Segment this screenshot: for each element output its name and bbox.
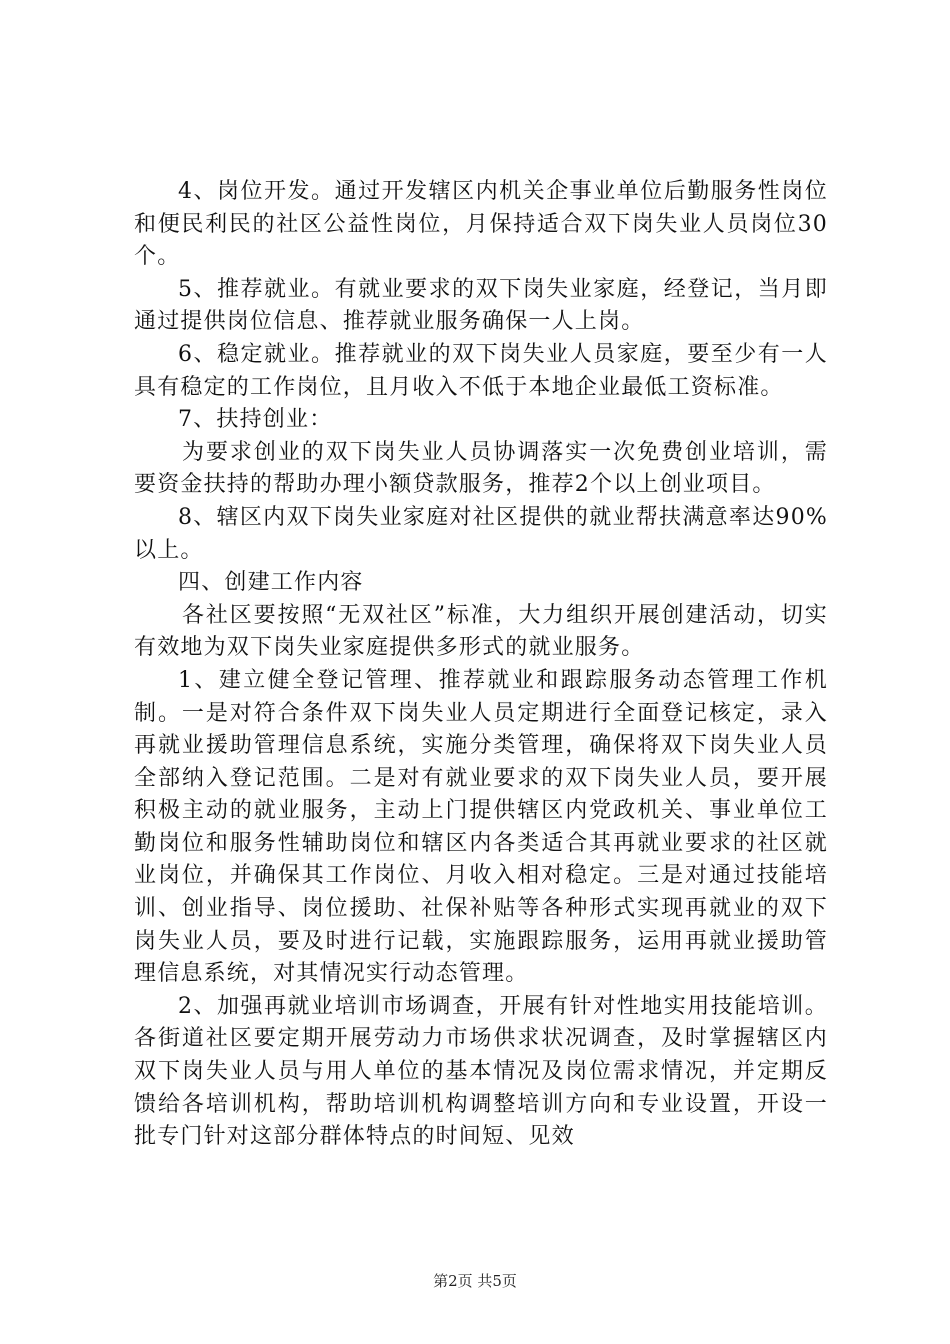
section-heading-work-content: 四、创建工作内容 — [178, 570, 364, 596]
paragraph-training-market-survey: 2、加强再就业培训市场调查，开展有针对性地实用技能培训。各街道社区要定期开展劳动力市场供求状况调查，及时掌握辖区内双下岗失业人员与用人单位的基本情况及岗位需求情况，并定期反馈给各培训机构，帮助培训机构调整培训方向和专业设置，开设一批专门针对这部分群体特点的时间短、见效 — [134, 993, 828, 1150]
paragraph-support-entrepreneurship-body: 为要求创业的双下岗失业人员协调落实一次免费创业培训，需要资金扶持的帮助办理小额贷款服务，推荐2个以上创业项目。 — [134, 439, 828, 498]
paragraph-recommend-employment: 5、推荐就业。有就业要求的双下岗失业家庭，经登记，当月即通过提供岗位信息、推荐就业服务确保一人上岗。 — [134, 276, 828, 335]
paragraph-job-development: 4、岗位开发。通过开发辖区内机关企事业单位后勤服务性岗位和便民利民的社区公益性岗位，月保持适合双下岗失业人员岗位30个。 — [134, 179, 828, 270]
paragraph-stable-employment: 6、稳定就业。推荐就业的双下岗失业人员家庭，要至少有一人具有稳定的工作岗位，且月收入不低于本地企业最低工资标准。 — [134, 341, 828, 400]
paragraph-section-intro: 各社区要按照“无双社区”标准，大力组织开展创建活动，切实有效地为双下岗失业家庭提供多形式的就业服务。 — [134, 602, 828, 661]
paragraph-support-entrepreneurship-heading: 7、扶持创业： — [178, 407, 333, 433]
paragraph-satisfaction-rate: 8、辖区内双下岗失业家庭对社区提供的就业帮扶满意率达90%以上。 — [134, 504, 828, 563]
paragraph-management-mechanism: 1、建立健全登记管理、推荐就业和跟踪服务动态管理工作机制。一是对符合条件双下岗失业人员定期进行全面登记核定，录入再就业援助管理信息系统，实施分类管理，确保将双下岗失业人员全部纳入登记范围。二是对有就业要求的双下岗失业人员，要开展积极主动的就业服务，主动上门提供辖区内党政机关、事业单位工勤岗位和服务性辅助岗位和辖区内各类适合其再就业要求的社区就业岗位，并确保其工作岗位、月收入相对稳定。三是对通过技能培训、创业指导、岗位援助、社保补贴等各种形式实现再就业的双下岗失业人员，要及时进行记载，实施跟踪服务，运用再就业援助管理信息系统，对其情况实行动态管理。 — [134, 667, 828, 987]
document-body — [134, 176, 828, 1154]
page-number-footer: 第2页 共5页 — [433, 1272, 517, 1290]
